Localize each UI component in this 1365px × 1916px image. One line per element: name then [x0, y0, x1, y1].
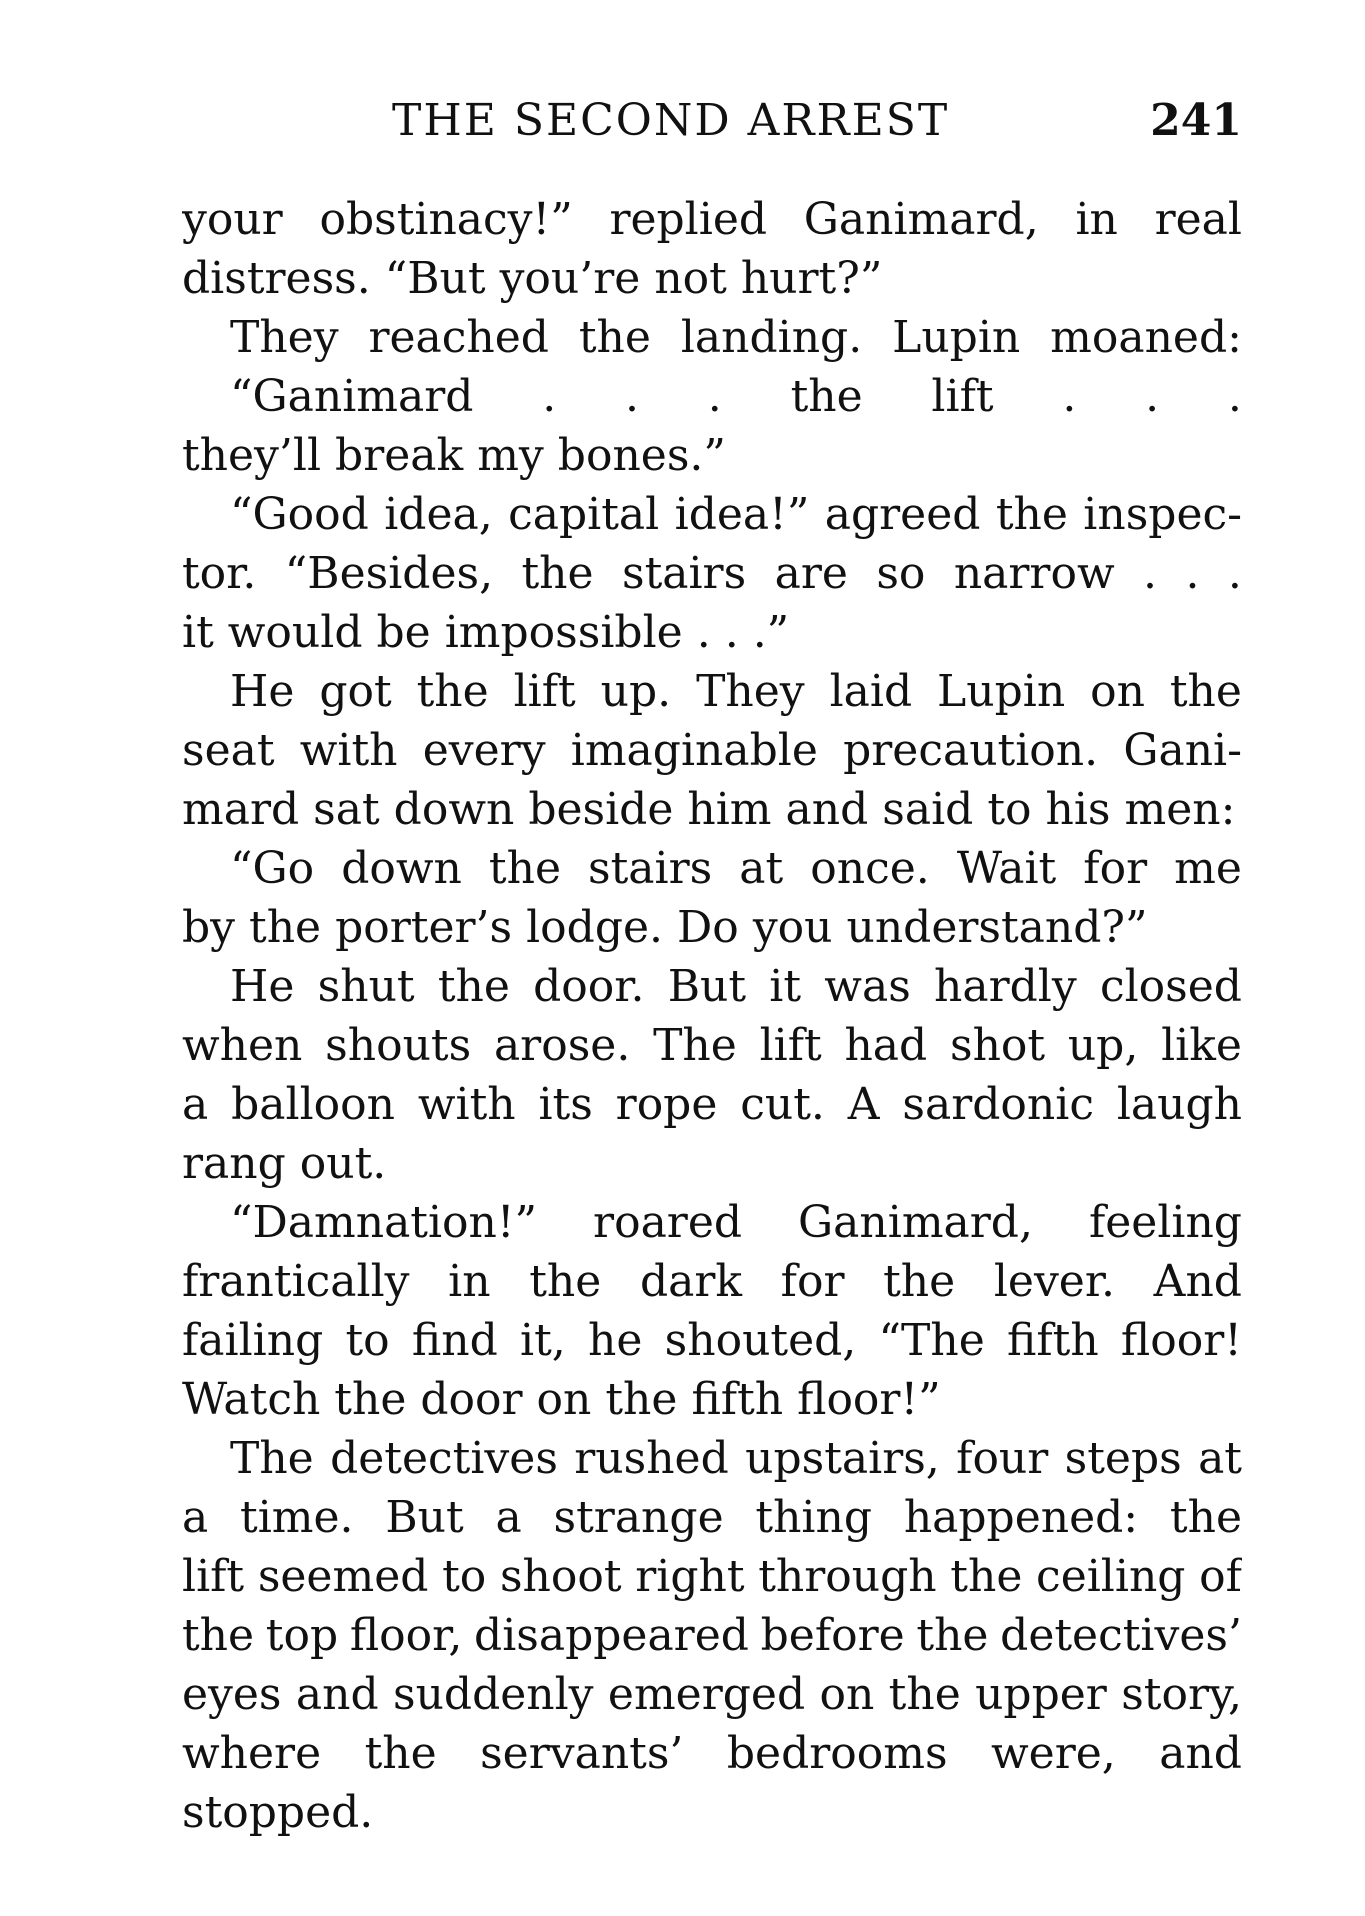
word: in	[1075, 194, 1118, 245]
word: He	[230, 961, 295, 1012]
word: seemed	[257, 1551, 429, 1602]
word: seat	[182, 725, 275, 776]
word: find	[411, 1315, 498, 1366]
text-line	[182, 662, 1242, 721]
word: stairs	[621, 548, 747, 599]
word: Watch	[182, 1374, 321, 1425]
text-line	[182, 1016, 1242, 1075]
word: “Good	[230, 489, 369, 540]
word: once.	[810, 843, 930, 894]
word: thing	[755, 1492, 873, 1543]
word: it	[769, 961, 802, 1012]
word: of	[1199, 1551, 1242, 1602]
word: shouts	[325, 1020, 472, 1071]
text-line	[182, 1547, 1242, 1606]
word: on	[1090, 666, 1145, 717]
word: the	[529, 1256, 602, 1307]
word: suddenly	[392, 1669, 594, 1720]
word: time.	[240, 1492, 354, 1543]
word: eyes	[182, 1669, 282, 1720]
word: it	[182, 607, 214, 658]
word: But	[667, 961, 747, 1012]
text-line	[182, 308, 1242, 367]
body-text	[182, 190, 1242, 1842]
word: down	[393, 784, 515, 835]
word: with	[417, 1079, 516, 1130]
word: your	[182, 194, 283, 245]
word: it,	[520, 1315, 566, 1366]
word: by	[182, 902, 236, 953]
word: the	[790, 371, 863, 422]
word: for	[1083, 843, 1148, 894]
text-line	[182, 1429, 1242, 1488]
word: .	[1062, 371, 1077, 422]
running-head	[182, 86, 1242, 156]
text-line	[182, 1606, 1242, 1665]
word: Ganimard,	[803, 194, 1039, 245]
word: a	[182, 1079, 209, 1130]
word: a	[182, 1492, 209, 1543]
word: The	[230, 1433, 314, 1484]
word: closed	[1099, 961, 1242, 1012]
word: servants’	[480, 1728, 684, 1779]
word: happened:	[903, 1492, 1139, 1543]
text-line	[182, 839, 1242, 898]
word: bedrooms	[726, 1728, 948, 1779]
word: .	[1185, 548, 1200, 599]
word: him	[687, 784, 772, 835]
word: my	[477, 430, 544, 481]
text-line	[182, 1783, 1242, 1842]
text-line	[182, 367, 1242, 426]
word: in	[448, 1256, 491, 1307]
text-line	[182, 1252, 1242, 1311]
word: capital	[508, 489, 660, 540]
word: detectives’	[1000, 1610, 1242, 1661]
text-line	[182, 1370, 1242, 1429]
word: was	[824, 961, 911, 1012]
word: the	[950, 1551, 1023, 1602]
word: up,	[1067, 1020, 1139, 1071]
word: replied	[609, 194, 768, 245]
word: before	[760, 1610, 905, 1661]
text-line	[182, 1075, 1242, 1134]
word: when	[182, 1020, 303, 1071]
word: tor.	[182, 548, 257, 599]
word: had	[844, 1020, 928, 1071]
word: men:	[1124, 784, 1236, 835]
word: He	[230, 666, 295, 717]
word: .	[707, 371, 722, 422]
word: .	[1227, 371, 1242, 422]
word: understand?”	[846, 902, 1148, 953]
word: said	[882, 784, 974, 835]
word: you’re	[499, 253, 641, 304]
word: Lupin	[937, 666, 1066, 717]
text-line	[182, 1665, 1242, 1724]
text-line	[182, 426, 1242, 485]
word: “Go	[230, 843, 315, 894]
word: the	[1169, 666, 1242, 717]
word: idea,	[384, 489, 493, 540]
word: Gani-	[1123, 725, 1242, 776]
word: the	[883, 1256, 956, 1307]
word: “But	[384, 253, 486, 304]
word: me	[1174, 843, 1242, 894]
word: inspec-	[1083, 489, 1242, 540]
word: and	[785, 784, 869, 835]
word: lift	[759, 1020, 822, 1071]
word: are	[774, 548, 848, 599]
word: A	[847, 1079, 880, 1130]
word: shoot	[499, 1551, 622, 1602]
word: They	[696, 666, 805, 717]
word: to	[345, 1315, 390, 1366]
word: so	[876, 548, 926, 599]
word: They	[230, 312, 339, 363]
word: door	[420, 1374, 523, 1425]
word: were,	[991, 1728, 1116, 1779]
word: moaned:	[1050, 312, 1242, 363]
word: Lupin	[892, 312, 1021, 363]
word: shouted,	[664, 1315, 857, 1366]
word: detectives	[330, 1433, 558, 1484]
text-line	[182, 603, 1242, 662]
word: a	[495, 1492, 522, 1543]
word: frantically	[182, 1256, 410, 1307]
word: the	[578, 312, 651, 363]
word: laugh	[1116, 1079, 1242, 1130]
word: its	[538, 1079, 593, 1130]
word: through	[758, 1551, 937, 1602]
text-line	[182, 721, 1242, 780]
word: story,	[1121, 1669, 1242, 1720]
word: mard	[182, 784, 300, 835]
word: up.	[600, 666, 672, 717]
word: door.	[533, 961, 645, 1012]
word: .	[1143, 548, 1158, 599]
word: the	[916, 1610, 989, 1661]
word: roared	[593, 1197, 743, 1248]
word: upstairs,	[745, 1433, 940, 1484]
word: out.	[299, 1138, 387, 1189]
word: the	[182, 1610, 255, 1661]
word: obstinacy!”	[319, 194, 573, 245]
word: “The	[878, 1315, 985, 1366]
word: rang	[182, 1138, 286, 1189]
word: be	[376, 607, 431, 658]
word: top	[265, 1610, 339, 1661]
word: the	[995, 489, 1068, 540]
word: shut	[317, 961, 415, 1012]
word: .”	[752, 607, 790, 658]
word: lift	[513, 666, 576, 717]
word: bones.”	[557, 430, 726, 481]
word: strange	[553, 1492, 724, 1543]
word: “Besides,	[284, 548, 494, 599]
text-line	[182, 1488, 1242, 1547]
word: the	[521, 548, 594, 599]
word: floor!”	[797, 1374, 941, 1425]
page-number: 241	[1150, 95, 1242, 146]
text-line	[182, 1311, 1242, 1370]
word: to	[442, 1551, 487, 1602]
word: on	[536, 1374, 592, 1425]
word: lift	[182, 1551, 245, 1602]
word: fifth	[691, 1374, 784, 1425]
word: failing	[182, 1315, 324, 1366]
text-line	[182, 544, 1242, 603]
word: break	[335, 430, 464, 481]
word: the	[1169, 1492, 1242, 1543]
word: the	[334, 1374, 407, 1425]
word: porter’s	[335, 902, 513, 953]
word: the	[437, 961, 510, 1012]
word: balloon	[231, 1079, 395, 1130]
word: the	[888, 1669, 961, 1720]
word: .	[625, 371, 640, 422]
text-line	[182, 1724, 1242, 1783]
word: every	[422, 725, 546, 776]
word: .	[696, 607, 711, 658]
word: arose.	[493, 1020, 631, 1071]
word: distress.	[182, 253, 371, 304]
word: and	[295, 1669, 379, 1720]
word: The	[653, 1020, 737, 1071]
word: reached	[368, 312, 549, 363]
word: you	[752, 902, 833, 953]
word: lodge.	[526, 902, 664, 953]
word: .	[1145, 371, 1160, 422]
word: imaginable	[570, 725, 818, 776]
word: to	[987, 784, 1032, 835]
word: he	[588, 1315, 643, 1366]
word: sardonic	[902, 1079, 1094, 1130]
text-line	[182, 1193, 1242, 1252]
word: dark	[639, 1256, 743, 1307]
word: at	[739, 843, 784, 894]
word: narrow	[953, 548, 1115, 599]
word: And	[1153, 1256, 1242, 1307]
word: Ganimard,	[798, 1197, 1033, 1248]
word: disappeared	[474, 1610, 749, 1661]
word: .	[542, 371, 557, 422]
word: for	[780, 1256, 845, 1307]
word: the	[605, 1374, 678, 1425]
word: hurt?”	[740, 253, 883, 304]
word: would	[227, 607, 363, 658]
word: right	[635, 1551, 745, 1602]
word: sat	[313, 784, 380, 835]
word: floor!	[1120, 1315, 1242, 1366]
word: Wait	[956, 843, 1057, 894]
word: landing.	[680, 312, 863, 363]
word: ceiling	[1036, 1551, 1186, 1602]
word: precaution.	[843, 725, 1099, 776]
word: .	[1227, 548, 1242, 599]
running-title: THE SECOND ARREST	[392, 95, 950, 146]
word: his	[1045, 784, 1111, 835]
word: on	[819, 1669, 875, 1720]
word: laid	[829, 666, 913, 717]
text-line	[182, 190, 1242, 249]
word: But	[385, 1492, 464, 1543]
word: Do	[677, 902, 739, 953]
word: four	[956, 1433, 1049, 1484]
word: upper	[975, 1669, 1107, 1720]
word: real	[1154, 194, 1242, 245]
word: not	[654, 253, 727, 304]
word: and	[1159, 1728, 1242, 1779]
word: they’ll	[182, 430, 322, 481]
word: impossible	[444, 607, 683, 658]
word: like	[1161, 1020, 1242, 1071]
word: where	[182, 1728, 322, 1779]
word: the	[364, 1728, 437, 1779]
word: .	[724, 607, 739, 658]
word: with	[299, 725, 398, 776]
word: idea!”	[674, 489, 810, 540]
word: the	[416, 666, 489, 717]
text-line	[182, 485, 1242, 544]
word: steps	[1064, 1433, 1182, 1484]
text-line	[182, 1134, 1242, 1193]
word: agreed	[824, 489, 981, 540]
text-line	[182, 249, 1242, 308]
word: hardly	[934, 961, 1077, 1012]
word: feeling	[1088, 1197, 1242, 1248]
word: down	[341, 843, 462, 894]
word: lift	[931, 371, 994, 422]
word: cut.	[740, 1079, 825, 1130]
word: stairs	[588, 843, 713, 894]
word: shot	[949, 1020, 1046, 1071]
word: “Ganimard	[230, 371, 474, 422]
word: “Damnation!”	[230, 1197, 538, 1248]
word: rope	[615, 1079, 718, 1130]
word: rushed	[574, 1433, 729, 1484]
word: the	[488, 843, 561, 894]
word: stopped.	[182, 1787, 374, 1838]
text-line	[182, 780, 1242, 839]
text-line	[182, 957, 1242, 1016]
word: fifth	[1007, 1315, 1099, 1366]
word: emerged	[607, 1669, 806, 1720]
word: lever.	[993, 1256, 1116, 1307]
word: at	[1198, 1433, 1242, 1484]
word: got	[319, 666, 392, 717]
word: floor,	[349, 1610, 463, 1661]
text-line	[182, 898, 1242, 957]
word: the	[249, 902, 322, 953]
word: beside	[528, 784, 674, 835]
